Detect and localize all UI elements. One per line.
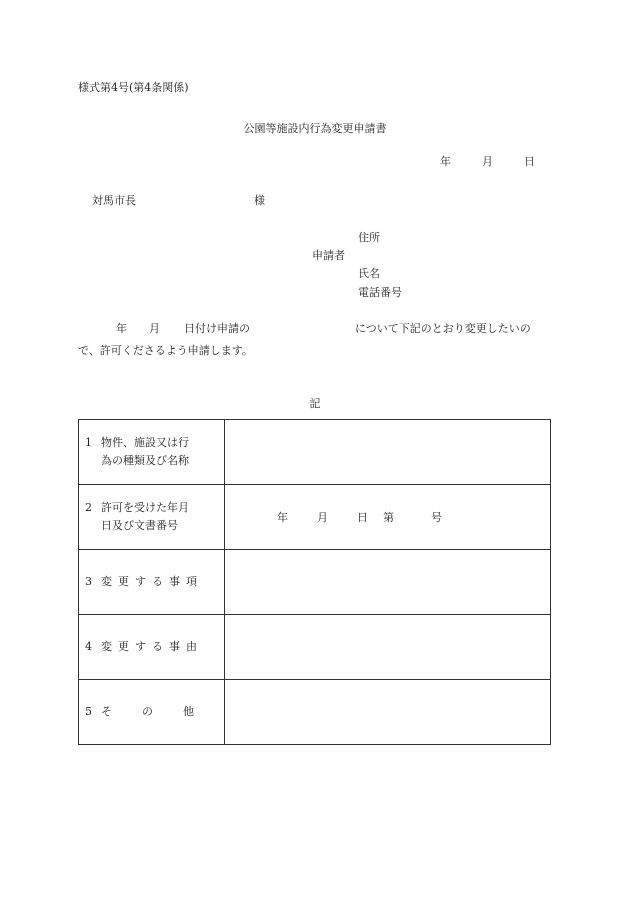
permit-go: 号 — [431, 511, 442, 524]
row-label-text: 変更する事項 — [101, 575, 203, 588]
applicant-address-label: 住所 — [358, 231, 380, 244]
date-year: 年 — [440, 155, 451, 168]
row-label — [79, 680, 225, 745]
details-table — [78, 419, 551, 745]
row-label-text: 物件、施設又は行 為の種類及び名称 — [101, 436, 189, 467]
body-year: 年 — [116, 322, 127, 335]
table-row — [79, 420, 551, 485]
row-value[interactable] — [225, 615, 551, 680]
row-value[interactable] — [225, 420, 551, 485]
honorific: 様 — [254, 194, 265, 207]
permit-month: 月 — [317, 511, 328, 524]
row-label-text: 許可を受けた年月 日及び文書番号 — [101, 501, 189, 532]
form-number: 様式第4号(第4条関係) — [78, 81, 189, 94]
date-day: 日 — [524, 155, 535, 168]
row-label-text: その他 — [101, 705, 224, 718]
row-value[interactable] — [225, 485, 551, 550]
row-number: 1 — [85, 436, 92, 449]
applicant-phone-label: 電話番号 — [358, 286, 402, 299]
permit-no: 第 — [383, 511, 394, 524]
permit-year: 年 — [277, 511, 288, 524]
table-row — [79, 680, 551, 745]
row-number: 3 — [85, 575, 92, 588]
row-value[interactable] — [225, 680, 551, 745]
table-row — [79, 485, 551, 550]
permit-day: 日 — [357, 511, 368, 524]
row-label — [79, 420, 225, 485]
body-month: 月 — [149, 322, 160, 335]
row-label — [79, 550, 225, 615]
document-title: 公園等施設内行為変更申請書 — [243, 122, 387, 135]
date-month: 月 — [482, 155, 493, 168]
submission-date — [440, 155, 535, 169]
row-label-text: 変更する事由 — [101, 640, 203, 653]
row-label — [79, 615, 225, 680]
row-number: 4 — [85, 640, 92, 653]
applicant-label: 申請者 — [312, 249, 345, 262]
permit-date — [225, 509, 550, 525]
ki-heading: 記 — [309, 397, 321, 410]
row-number: 5 — [85, 705, 92, 718]
table-row — [79, 615, 551, 680]
addressee: 対馬市長 — [92, 194, 136, 207]
body-dated-application: 日付け申請の — [184, 322, 250, 335]
applicant-name-label: 氏名 — [358, 267, 380, 280]
row-label — [79, 485, 225, 550]
body-regarding: について下記のとおり変更したいの — [355, 322, 531, 335]
table-row — [79, 550, 551, 615]
row-value[interactable] — [225, 550, 551, 615]
request-sentence-cont: で、許可くださるよう申請します。 — [78, 344, 253, 357]
row-number: 2 — [85, 501, 92, 514]
